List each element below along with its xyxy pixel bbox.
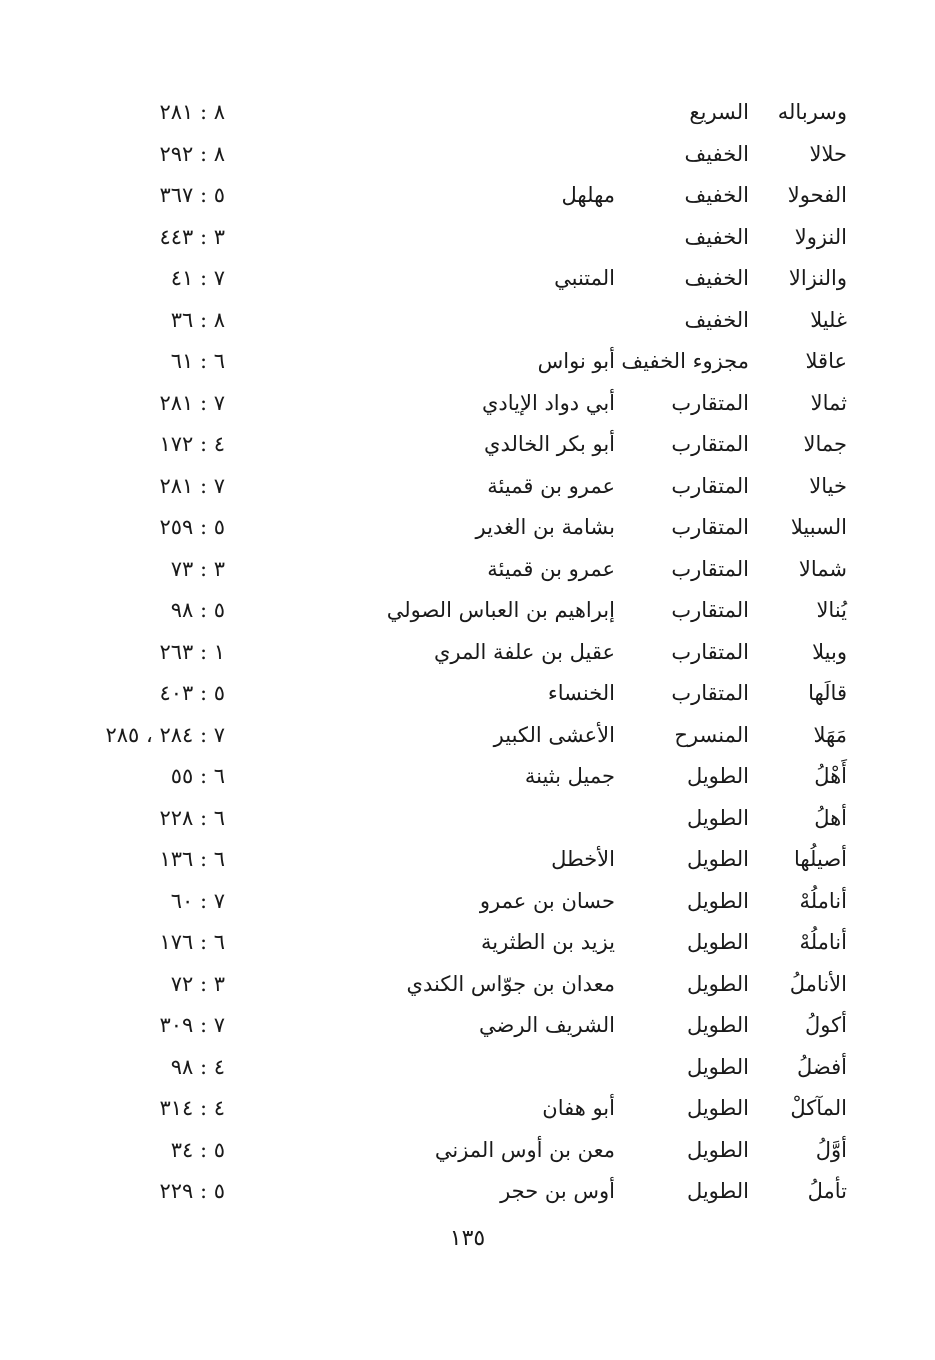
index-row	[0, 839, 935, 881]
poet-name: عمرو بن قميئة	[487, 473, 615, 498]
index-row	[0, 300, 935, 342]
rhyme-word: الفحولا	[787, 183, 847, 207]
poet-name: حسان بن عمرو	[479, 888, 615, 913]
poet-name: الأخطل	[551, 847, 615, 871]
index-row	[0, 1088, 935, 1130]
index-row	[0, 632, 935, 674]
poet-name: الأعشى الكبير	[493, 722, 615, 747]
rhyme-word: المآكلْ	[790, 1096, 847, 1120]
volume-page-reference: ٦ : ١٧٦	[159, 930, 225, 954]
volume-page-reference: ٥ : ٩٨	[170, 598, 225, 622]
index-row	[0, 673, 935, 715]
meter-name: الخفيف	[684, 183, 749, 207]
meter-name: المتقارب	[671, 556, 749, 581]
rhyme-word: أَهْلُ	[814, 764, 847, 788]
index-row	[0, 1130, 935, 1172]
rhyme-word: حلالا	[809, 141, 847, 166]
index-row	[0, 507, 935, 549]
index-row	[0, 590, 935, 632]
rhyme-word: السبيلا	[790, 515, 847, 539]
index-row	[0, 424, 935, 466]
meter-name: مجزوء الخفيف	[621, 349, 749, 373]
index-row	[0, 881, 935, 923]
meter-name: الخفيف	[684, 224, 749, 249]
poet-name: يزيد بن الطثرية	[481, 930, 615, 954]
poet-name: بشامة بن الغدير	[475, 515, 615, 539]
meter-name: السريع	[689, 100, 749, 124]
rhyme-word: ثمالا	[810, 390, 847, 415]
meter-name: المتقارب	[671, 390, 749, 415]
index-row	[0, 922, 935, 964]
volume-page-reference: ١ : ٢٦٣	[159, 639, 225, 664]
volume-page-reference: ٣ : ٧٣	[170, 556, 225, 581]
index-row	[0, 341, 935, 383]
index-row	[0, 134, 935, 176]
rhyme-word: الأناملُ	[789, 971, 847, 996]
poet-name: أوس بن حجر	[500, 1179, 615, 1203]
rhyme-word: خيالا	[809, 473, 847, 498]
volume-page-reference: ٦ : ٦١	[170, 349, 225, 373]
rhyme-word: أناملُهْ	[799, 930, 847, 954]
poet-name: أبو هفان	[542, 1096, 615, 1120]
rhyme-word: يُنالا	[816, 598, 847, 622]
index-row	[0, 798, 935, 840]
poet-name: معن بن أوس المزني	[434, 1137, 615, 1162]
rhyme-word: مَهَلا	[813, 722, 847, 747]
meter-name: الخفيف	[684, 266, 749, 290]
volume-page-reference: ٣ : ٧٢	[170, 971, 225, 996]
meter-name: الطويل	[686, 847, 749, 871]
meter-name: الطويل	[686, 1054, 749, 1079]
meter-name: المتقارب	[671, 515, 749, 539]
poet-name: الخنساء	[547, 681, 615, 705]
rhyme-word: شمالا	[798, 556, 847, 581]
meter-name: المتقارب	[671, 681, 749, 705]
volume-page-reference: ٥ : ٤٠٣	[159, 681, 225, 705]
meter-name: المتقارب	[671, 639, 749, 664]
volume-page-reference: ٣ : ٤٤٣	[159, 224, 225, 249]
poet-name: معدان بن جوّاس الكندي	[406, 971, 615, 996]
meter-name: الخفيف	[684, 307, 749, 332]
volume-page-reference: ٥ : ٣٦٧	[159, 183, 225, 207]
poet-name: الشريف الرضي	[479, 1013, 615, 1037]
volume-page-reference: ٧ : ٢٨١	[159, 473, 225, 498]
meter-name: الطويل	[686, 805, 749, 830]
volume-page-reference: ٦ : ١٣٦	[159, 847, 225, 871]
index-row	[0, 258, 935, 300]
volume-page-reference: ٨ : ٢٩٢	[159, 141, 225, 166]
rhyme-word: أفضلُ	[797, 1054, 847, 1079]
poet-name: عمرو بن قميئة	[487, 556, 615, 581]
meter-name: الطويل	[686, 1179, 749, 1203]
index-row	[0, 964, 935, 1006]
index-row	[0, 549, 935, 591]
volume-page-reference: ٧ : ٤١	[170, 266, 225, 290]
rhyme-word: غليلا	[810, 307, 847, 332]
volume-page-reference: ٥ : ٣٤	[170, 1137, 225, 1162]
rhyme-word: النزولا	[794, 224, 847, 249]
poet-name: جميل بثينة	[524, 764, 615, 788]
index-row	[0, 1005, 935, 1047]
volume-page-reference: ٦ : ٥٥	[170, 764, 225, 788]
volume-page-reference: ٧ : ٢٨٤ ، ٢٨٥	[105, 722, 225, 747]
rhyme-word: أوَّلُ	[815, 1137, 847, 1162]
poet-name: إبراهيم بن العباس الصولي	[386, 598, 615, 622]
meter-name: المتقارب	[671, 473, 749, 498]
volume-page-reference: ٧ : ٦٠	[170, 888, 225, 913]
poet-name: أبي دواد الإيادي	[481, 390, 615, 415]
poet-name: عقيل بن علفة المري	[433, 639, 615, 664]
meter-name: المتقارب	[671, 432, 749, 456]
index-row	[0, 1171, 935, 1213]
index-row	[0, 756, 935, 798]
poet-name: أبو بكر الخالدي	[484, 432, 615, 456]
meter-name: الطويل	[686, 764, 749, 788]
volume-page-reference: ٤ : ١٧٢	[159, 432, 225, 456]
index-row	[0, 175, 935, 217]
rhyme-word: أناملُهْ	[799, 888, 847, 913]
volume-page-reference: ٨ : ٣٦	[170, 307, 225, 332]
poet-name: مهلهل	[561, 183, 615, 207]
rhyme-word: تأملُ	[807, 1179, 847, 1203]
page-number: ١٣٥	[449, 1226, 486, 1251]
rhyme-word: أصيلُها	[793, 847, 847, 871]
meter-name: الخفيف	[684, 141, 749, 166]
rhyme-word: جمالا	[803, 432, 847, 456]
volume-page-reference: ٨ : ٢٨١	[159, 100, 225, 124]
meter-name: الطويل	[686, 888, 749, 913]
rhyme-word: قالَها	[808, 681, 847, 705]
index-row	[0, 92, 935, 134]
rhyme-word: والنزالا	[788, 266, 847, 290]
volume-page-reference: ٥ : ٢٢٩	[159, 1179, 225, 1203]
meter-name: الطويل	[686, 971, 749, 996]
meter-name: المتقارب	[671, 598, 749, 622]
index-row	[0, 715, 935, 757]
rhyme-word: وسرباله	[777, 100, 847, 124]
volume-page-reference: ٧ : ٢٨١	[159, 390, 225, 415]
index-row	[0, 217, 935, 259]
volume-page-reference: ٤ : ٣١٤	[159, 1096, 225, 1120]
meter-name: الطويل	[686, 1137, 749, 1162]
rhyme-word: عاقلا	[805, 349, 847, 373]
rhyme-index-table	[0, 92, 935, 1213]
index-row	[0, 466, 935, 508]
meter-name: الطويل	[686, 930, 749, 954]
rhyme-word: أهلُ	[814, 805, 847, 830]
rhyme-word: أكولُ	[805, 1013, 847, 1037]
index-row	[0, 1047, 935, 1089]
volume-page-reference: ٥ : ٢٥٩	[159, 515, 225, 539]
meter-name: المنسرح	[674, 722, 749, 747]
rhyme-word: وبيلا	[812, 639, 847, 664]
meter-name: الطويل	[686, 1013, 749, 1037]
poet-name: المتنبي	[554, 266, 615, 290]
index-row	[0, 383, 935, 425]
volume-page-reference: ٧ : ٣٠٩	[159, 1013, 225, 1037]
volume-page-reference: ٤ : ٩٨	[170, 1054, 225, 1079]
meter-name: الطويل	[686, 1096, 749, 1120]
volume-page-reference: ٦ : ٢٢٨	[159, 805, 225, 830]
poet-name: أبو نواس	[537, 349, 615, 373]
